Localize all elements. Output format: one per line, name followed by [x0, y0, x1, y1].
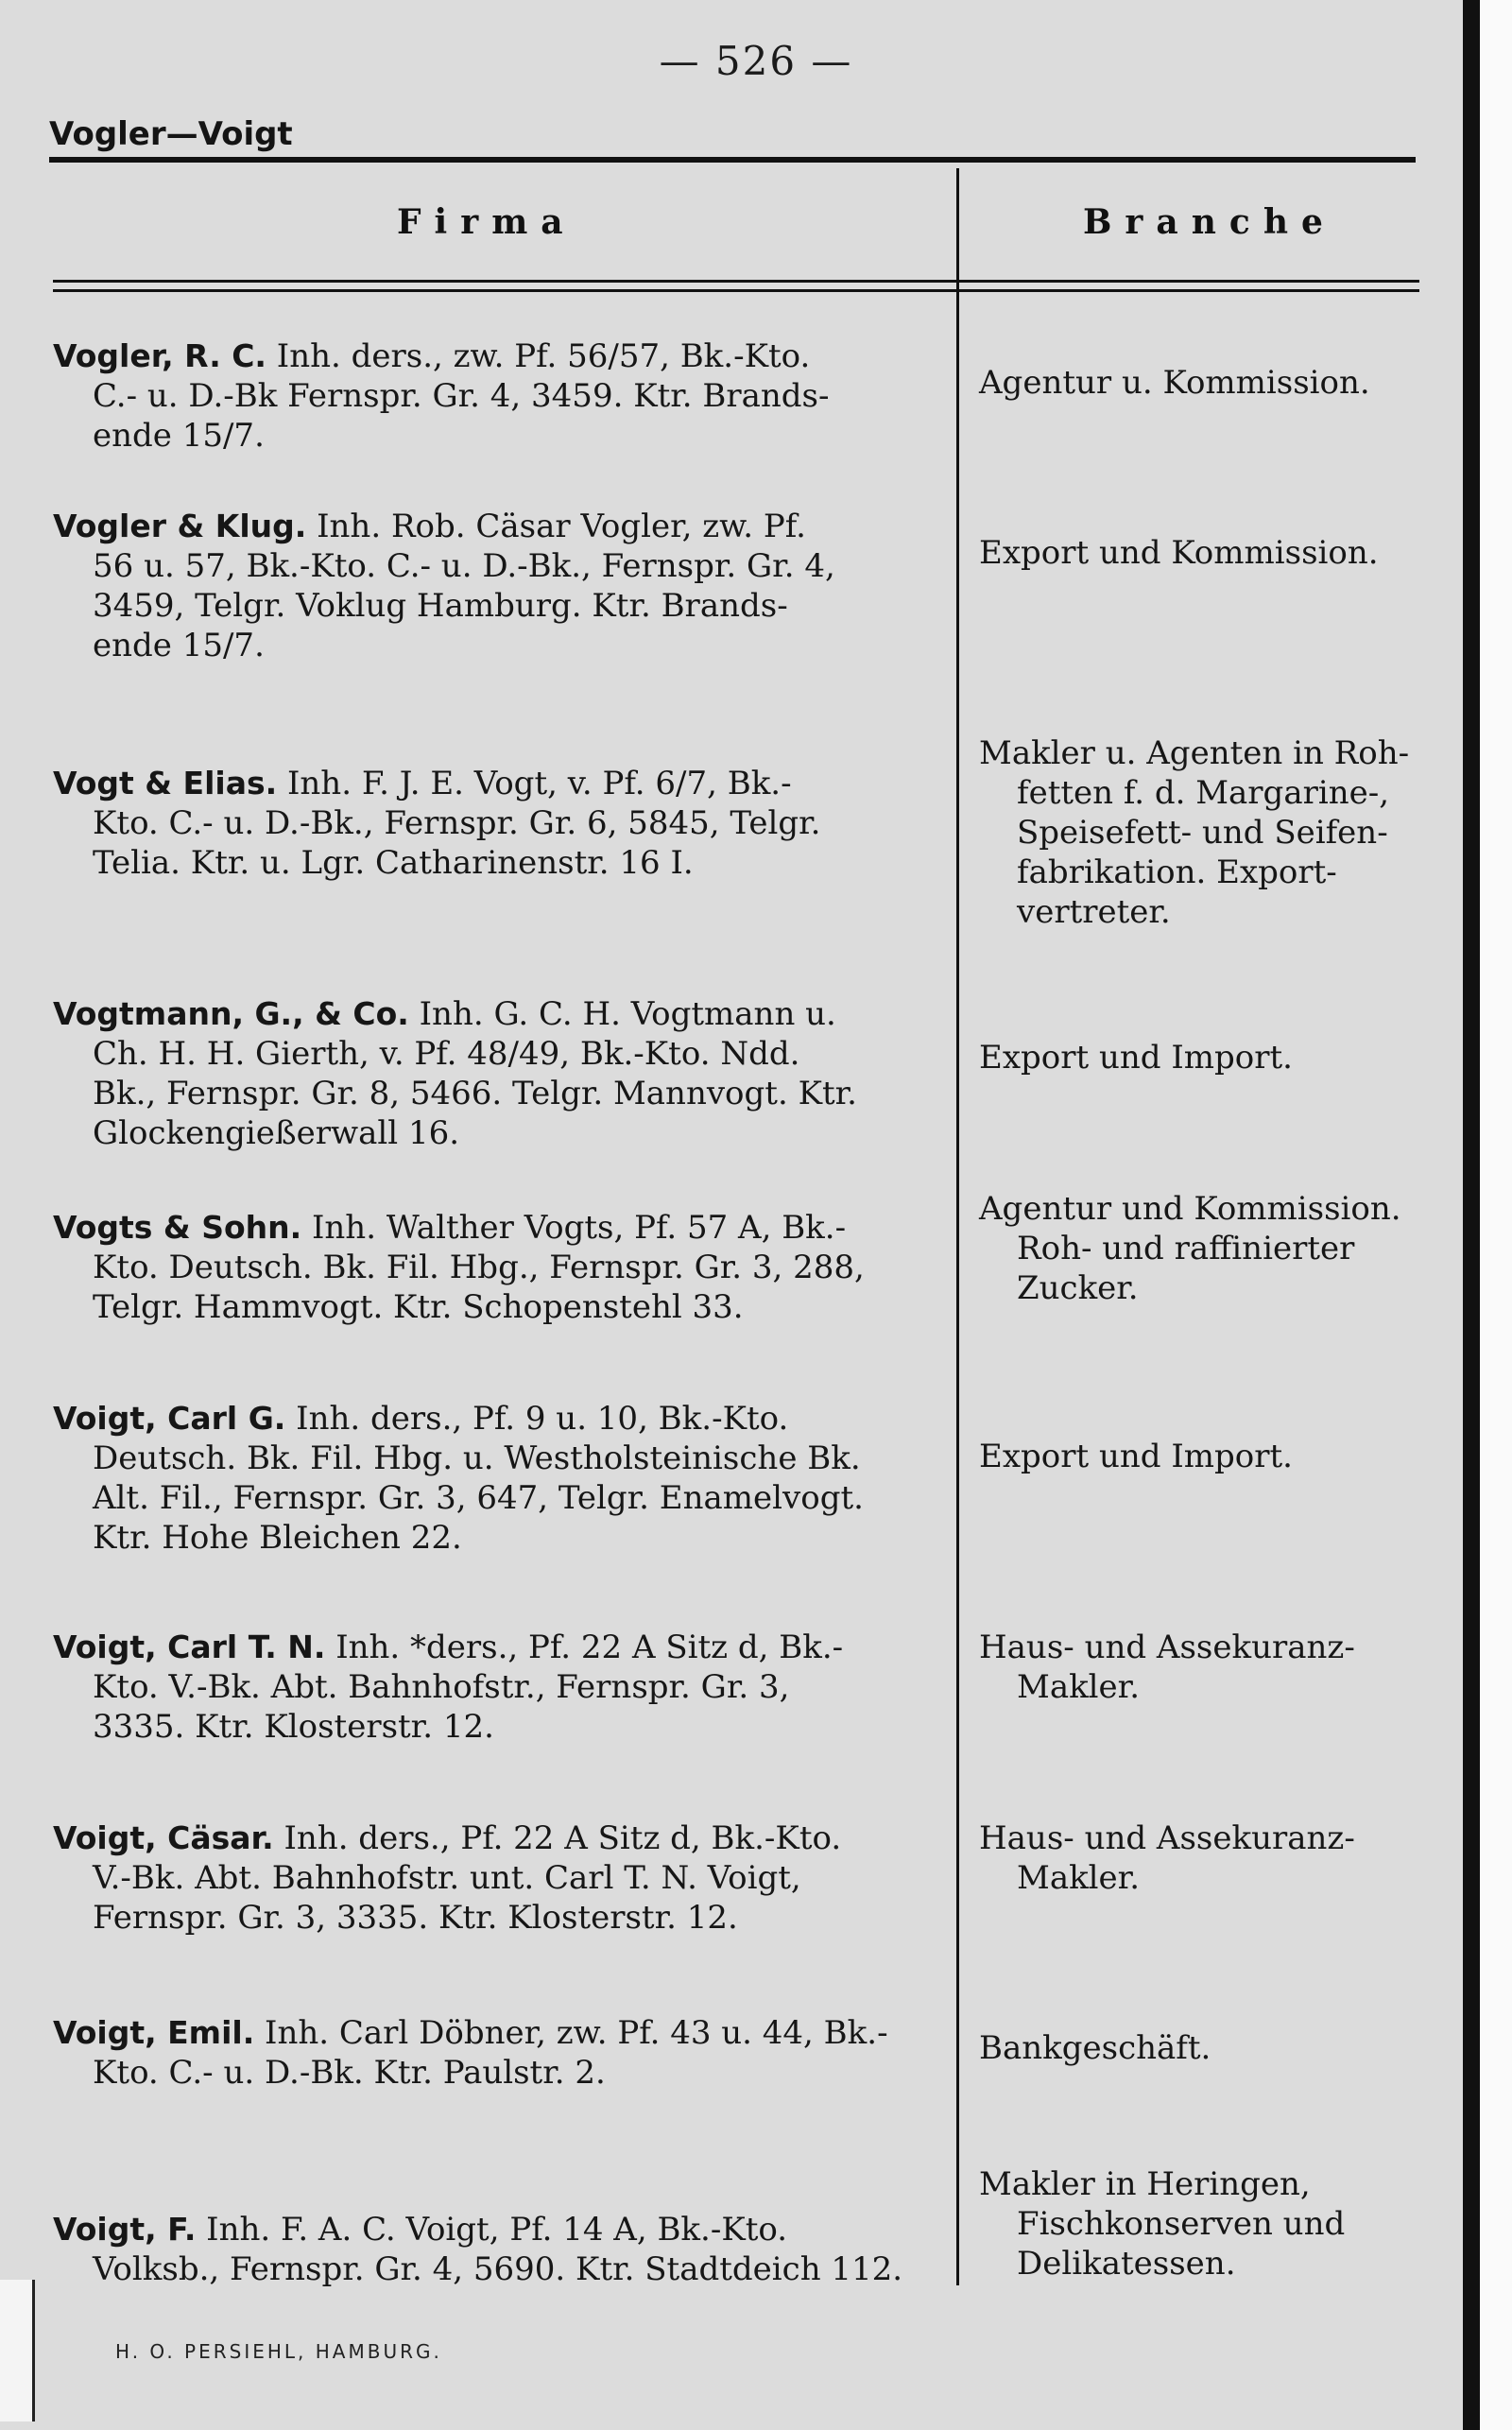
- entry-branche: Export und Import.: [979, 1039, 1293, 1077]
- entry-name: Vogtmann, G., & Co.: [53, 995, 409, 1032]
- header-bottom-rule: [53, 280, 1419, 283]
- entry-name: Voigt, Emil.: [53, 2014, 255, 2051]
- scan-tab-edge: [0, 2280, 35, 2421]
- entry-name: Vogts & Sohn.: [53, 1209, 302, 1246]
- entry-name: Voigt, F.: [53, 2211, 197, 2248]
- entry-firma: Voigt, Cäsar. Inh. ders., Pf. 22 A Sitz d, Bk.-Kto. V.-Bk. Abt. Bahnhofstr. unt. Carl T. N. Voigt, Fernspr. Gr. 3, 3335. Ktr. Klosterstr. 12.: [53, 1819, 842, 1937]
- scan-edge-shadow: [1463, 0, 1480, 2430]
- entry-branche: Export und Kommission.: [979, 534, 1379, 572]
- entry-name: Voigt, Carl T. N.: [53, 1629, 326, 1665]
- entry-branche: Agentur und Kommission. Roh- und raffinierter Zucker.: [979, 1190, 1401, 1307]
- entry-branche: Haus- und Assekuranz- Makler.: [979, 1819, 1355, 1897]
- scan-margin: [1480, 0, 1512, 2430]
- entry-firma: Voigt, Carl G. Inh. ders., Pf. 9 u. 10, Bk.-Kto. Deutsch. Bk. Fil. Hbg. u. Westholsteinische Bk. Alt. Fil., Fernspr. Gr. 3, 647, Telgr. Enamelvogt. Ktr. Hohe Bleichen 22.: [53, 1400, 864, 1557]
- entry-name: Vogt & Elias.: [53, 765, 278, 801]
- printer-imprint: H. O. PERSIEHL, HAMBURG.: [115, 2340, 442, 2363]
- entry-firma: Vogler & Klug. Inh. Rob. Cäsar Vogler, zw. Pf. 56 u. 57, Bk.-Kto. C.- u. D.-Bk., Fernspr. Gr. 4, 3459, Telgr. Voklug Hamburg. Ktr. Brands- ende 15/7.: [53, 508, 835, 664]
- entry-firma: Voigt, Emil. Inh. Carl Döbner, zw. Pf. 43 u. 44, Bk.- Kto. C.- u. D.-Bk. Ktr. Paulstr. 2.: [53, 2014, 888, 2092]
- entry-firma: Voigt, Carl T. N. Inh. *ders., Pf. 22 A Sitz d, Bk.- Kto. V.-Bk. Abt. Bahnhofstr., Fernspr. Gr. 3, 3335. Ktr. Klosterstr. 12.: [53, 1629, 844, 1746]
- entry-firma: Vogt & Elias. Inh. F. J. E. Vogt, v. Pf. 6/7, Bk.- Kto. C.- u. D.-Bk., Fernspr. Gr. 6, 5845, Telgr. Telia. Ktr. u. Lgr. Catharinenstr. 16 I.: [53, 765, 821, 882]
- column-header-firma: Firma: [397, 202, 576, 242]
- entry-name: Voigt, Cäsar.: [53, 1819, 274, 1856]
- entry-branche: Export und Import.: [979, 1438, 1293, 1475]
- column-header-branche: Branche: [1083, 202, 1336, 242]
- running-head: Vogler—Voigt: [49, 115, 293, 153]
- entry-firma: Vogts & Sohn. Inh. Walther Vogts, Pf. 57 A, Bk.- Kto. Deutsch. Bk. Fil. Hbg., Fernspr. Gr. 3, 288, Telgr. Hammvogt. Ktr. Schopenstehl 33.: [53, 1209, 865, 1326]
- entry-branche: Bankgeschäft.: [979, 2029, 1211, 2067]
- entry-name: Vogler & Klug.: [53, 508, 307, 544]
- header-top-rule: [49, 157, 1416, 163]
- entry-branche: Haus- und Assekuranz- Makler.: [979, 1629, 1355, 1706]
- entry-name: Voigt, Carl G.: [53, 1400, 286, 1437]
- entry-name: Vogler, R. C.: [53, 337, 266, 374]
- page-number: — 526 —: [659, 38, 853, 84]
- entry-firma: Vogtmann, G., & Co. Inh. G. C. H. Vogtmann u. Ch. H. H. Gierth, v. Pf. 48/49, Bk.-Kto. Ndd. Bk., Fernspr. Gr. 8, 5466. Telgr. Mannvogt. Ktr. Glockengießerwall 16.: [53, 995, 857, 1152]
- entry-branche: Agentur u. Kommission.: [979, 364, 1370, 402]
- entry-branche: Makler u. Agenten in Roh- fetten f. d. Margarine-, Speisefett- und Seifen- fabrikation. Export- vertreter.: [979, 734, 1410, 931]
- entry-firma: Vogler, R. C. Inh. ders., zw. Pf. 56/57, Bk.-Kto. C.- u. D.-Bk Fernspr. Gr. 4, 3459. Ktr. Brands- ende 15/7.: [53, 337, 830, 455]
- entry-branche: Makler in Heringen, Fischkonserven und Delikatessen.: [979, 2165, 1346, 2283]
- header-bottom-rule-2: [53, 289, 1419, 292]
- entry-firma: Voigt, F. Inh. F. A. C. Voigt, Pf. 14 A, Bk.-Kto. Volksb., Fernspr. Gr. 4, 5690. Ktr. Stadtdeich 112.: [53, 2211, 903, 2288]
